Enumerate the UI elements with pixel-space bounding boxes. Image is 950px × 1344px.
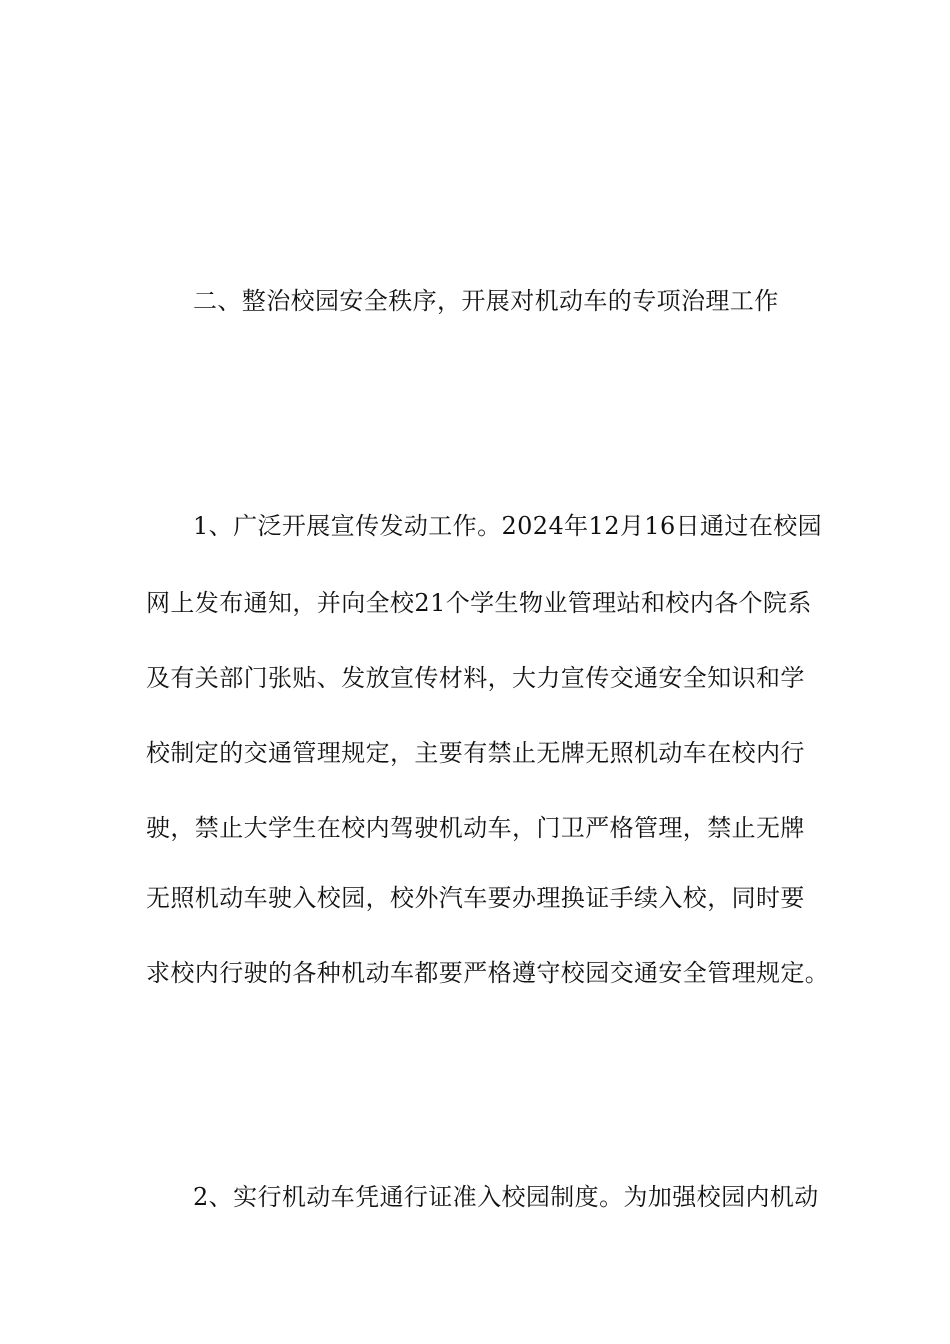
paragraph-line: 2、实行机动车凭通行证准入校园制度。为加强校园内机动 xyxy=(193,1183,819,1211)
section-heading: 二、整治校园安全秩序，开展对机动车的专项治理工作 xyxy=(193,287,779,315)
paragraph-line: 驶，禁止大学生在校内驾驶机动车，门卫严格管理，禁止无牌 xyxy=(146,814,805,842)
paragraph-line: 1、广泛开展宣传发动工作。2024年12月16日通过在校园 xyxy=(193,512,823,540)
paragraph-line: 校制定的交通管理规定，主要有禁止无牌无照机动车在校内行 xyxy=(146,739,805,767)
paragraph-line: 无照机动车驶入校园，校外汽车要办理换证手续入校，同时要 xyxy=(146,884,805,912)
paragraph-line: 网上发布通知，并向全校21个学生物业管理站和校内各个院系 xyxy=(146,589,812,617)
paragraph-line: 及有关部门张贴、发放宣传材料，大力宣传交通安全知识和学 xyxy=(146,664,805,692)
paragraph-line: 求校内行驶的各种机动车都要严格遵守校园交通安全管理规定。 xyxy=(146,959,830,987)
